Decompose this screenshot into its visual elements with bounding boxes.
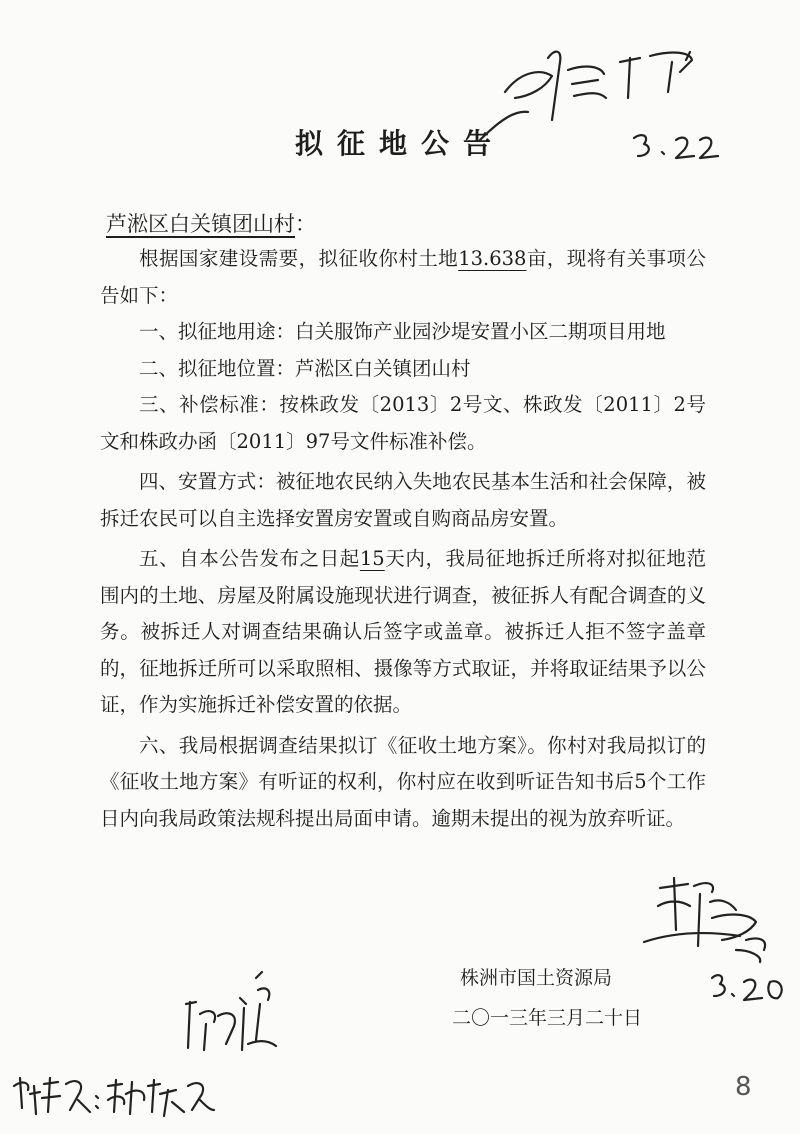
paragraph-location: 二、拟征地位置：芦淞区白关镇团山村 xyxy=(139,356,471,380)
issue-date: 二〇一三年三月二十日 xyxy=(452,1007,643,1029)
addressee-colon: ： xyxy=(295,212,316,236)
paragraph-compensation: 三、补偿标准：按株政发〔2013〕2号文、株政发〔2011〕2号文和株政办函〔2011〕97号文件标准补偿。 xyxy=(100,393,706,453)
survey-text-post: 天内，我局征地拆迁所将对拟征地范围内的土地、房屋及附属设施现状进行调查，被征拆人有配合调查的义务。被拆迁人对调查结果确认后签字或盖章。被拆迁人拒不签字盖章的，征地拆迁所可以采取照相、摄像等方式取证，并将取证结果予以公证，作为实施拆迁补偿安置的依据。 xyxy=(100,547,706,716)
survey-text-pre: 五、自本公告发布之日起 xyxy=(139,547,360,570)
page-title: 拟征地公告 xyxy=(294,127,505,160)
top-date-mark xyxy=(634,135,718,158)
intro-text-post: 亩，现将有关事项公告如下： xyxy=(100,247,706,307)
addressee-name: 芦淞区白关镇团山村 xyxy=(106,212,295,236)
top-signature-mark xyxy=(480,52,692,140)
issuing-organization: 株洲市国土资源局 xyxy=(460,967,613,989)
land-area-value: 13.638 xyxy=(458,247,527,270)
intro-text-pre: 根据国家建设需要，拟征收你村土地 xyxy=(139,247,459,270)
paragraph-hearing: 六、我局根据调查结果拟订《征收土地方案》。你村对我局拟订的《征收土地方案》有听证的权利，你村应在收到听证告知书后5个工作日内向我局政策法规科提出局面申请。逾期未提出的视为放弃听证。 xyxy=(100,733,706,830)
days-value: 15 xyxy=(359,547,385,570)
right-date-mark xyxy=(712,975,782,1000)
right-signature-mark xyxy=(644,878,765,962)
middle-signature-mark xyxy=(186,972,276,1050)
paragraph-purpose: 一、拟征地用途：白关服饰产业园沙堤安置小区二期项目用地 xyxy=(139,320,666,343)
drafter-handwriting xyxy=(14,1078,214,1116)
paragraph-resettlement: 四、安置方式：被征地农民纳入失地农民基本生活和社会保障，被拆迁农民可以自主选择安置房安置或自购商品房安置。 xyxy=(100,470,706,530)
page-number: 8 xyxy=(735,1072,752,1102)
